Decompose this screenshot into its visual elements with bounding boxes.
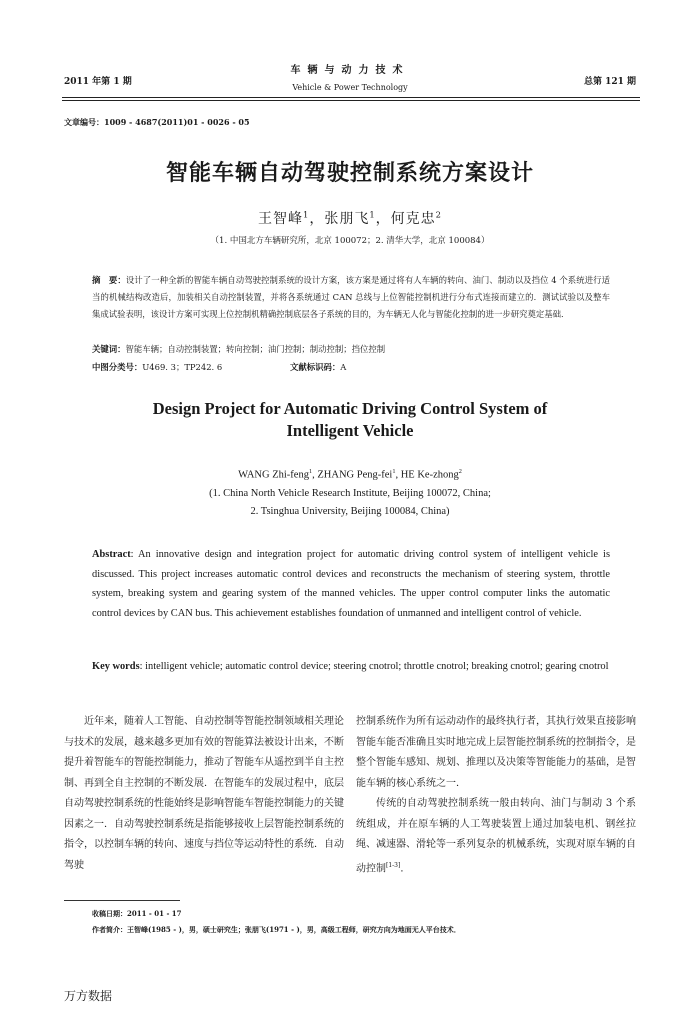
- received-date: 收稿日期：2011 - 01 - 17: [92, 909, 182, 918]
- abstract-en-text: : An innovative design and integration project for automatic driving control system of intelligent vehicle is discussed. This project increases automatic control devices and reconstructs the mechanism of steering system, throttle system, breaking system and gearing system of the manned vehicles. The upper control computer links the automatic control devices by CAN bus. This achievement establishes foundation of unmanned and intelligent control of vehicle.: [92, 549, 610, 619]
- body-paragraph-2-text: 传统的自动驾驶控制系统一般由转向、油门与制动 3 个系统组成，并在原车辆的人工驾驶装置上通过加装电机、钢丝拉绳、减速器、滑轮等一系列复杂的机械系统，实现对原车辆的自动控制: [356, 798, 636, 874]
- clc-number: [92, 361, 222, 373]
- document-code: [290, 361, 346, 373]
- doc-code-label: 文献标识码：: [290, 362, 341, 372]
- watermark: 万方数据: [64, 989, 113, 1003]
- header-rule-top: [62, 97, 640, 98]
- abstract-cn-label: 摘 要：: [92, 275, 126, 285]
- author-sep-1: ，: [309, 211, 325, 227]
- author-en-sep-2: ,: [395, 469, 401, 481]
- body-paragraph-2-end: ．: [400, 862, 411, 874]
- author-en-sup-2: 1: [392, 468, 396, 475]
- journal-name-cn: 车辆与动力技术: [290, 65, 410, 76]
- author-en-2: ZHANG Peng-fei: [317, 469, 393, 481]
- author-sup-2: 1: [369, 209, 376, 220]
- header-rule-bottom: [62, 100, 640, 101]
- clc-label: 中图分类号：: [92, 362, 143, 372]
- keywords-en-label: Key words: [92, 661, 140, 672]
- authors-en: [0, 468, 700, 481]
- author-sup-1: 1: [302, 209, 310, 220]
- author-bio: 作者简介：王智峰(1985 - )，男，硕士研究生；张朋飞(1971 - )，男，高级工程师，研究方向为地面无人平台技术．: [92, 925, 461, 934]
- keywords-en-text: : intelligent vehicle; automatic control device; steering cnotrol; throttle cnotrol; breaking cnotrol; gearing cnotrol: [139, 661, 609, 672]
- abstract-cn-text: 设计了一种全新的智能车辆自动驾驶控制系统的设计方案，该方案是通过将有人车辆的转向、油门、制动以及挡位 4 个系统进行适当的机械结构改造后，加装相关自动控制装置，并将各系统通过 CAN 总线与上位智能控制机进行分布式连接而建立的．测试试验以及整车集成试验表明，该设计方案可实现上位控制机精确控制底层各子系统的目的，为车辆无人化与智能化控制的进一步研究奠定基础．: [92, 275, 611, 320]
- body-column-left: [64, 712, 344, 876]
- total-issue-number: 总第 121 期: [583, 77, 636, 87]
- keywords-cn: [92, 343, 385, 355]
- article-number: 文章编号：1009 - 4687(2011)01 - 0026 - 05: [64, 117, 250, 127]
- body-paragraph: 控制系统作为所有运动动作的最终执行者，其执行效果直接影响智能车能否准确且实时地完成上层智能控制系统的控制指令，是整个智能车感知、规划、推理以及决策等智能能力的基础，是智能车辆的核心系统之一．: [356, 716, 636, 789]
- body-paragraph: 近年来，随着人工智能、自动控制等智能控制领域相关理论与技术的发展，越来越多更加有效的智能算法被设计出来，不断提升着智能车的智能控制能力，推动了智能车从遥控到半自主控制、再到全自主控制的不断发展．在智能车的发展过程中，底层自动驾驶控制系统的性能始终是影响智能车智能控制能力的关键因素之一．自动驾驶控制系统是指能够接收上层智能控制系统的指令，以控制车辆的转向、速度与挡位等运动特性的系统．自动驾驶: [64, 716, 344, 871]
- author-cn-1: 王智峰: [257, 211, 303, 227]
- abstract-en: [92, 545, 610, 623]
- abstract-en-label: Abstract: [92, 549, 131, 560]
- keywords-cn-text: 智能车辆；自动控制装置；转向控制；油门控制；制动控制；挡位控制: [125, 344, 386, 354]
- footnote-rule: [64, 900, 180, 901]
- keywords-en: [92, 657, 610, 677]
- affiliation-en-1: (1. China North Vehicle Research Institute, Beijing 100072, China;: [209, 488, 491, 499]
- author-en-3: HE Ke-zhong: [400, 469, 459, 481]
- keywords-cn-label: 关键词：: [92, 344, 126, 354]
- author-cn-2: 张朋飞: [324, 211, 370, 227]
- affiliation-cn: （1. 中国北方车辆研究所，北京 100072；2. 清华大学，北京 100084）: [210, 236, 490, 246]
- author-sup-3: 2: [435, 209, 443, 220]
- body-paragraph-2: [356, 794, 636, 879]
- author-en-1: WANG Zhi-feng: [238, 469, 309, 481]
- author-en-sep-1: ,: [312, 469, 318, 481]
- abstract-cn: [92, 272, 610, 324]
- doc-code-value: A: [340, 362, 347, 372]
- journal-name-en: Vehicle & Power Technology: [292, 83, 408, 92]
- clc-value: U469. 3；TP242. 6: [142, 362, 223, 372]
- authors-cn: [0, 208, 700, 228]
- citation-ref[interactable]: [1-3]: [386, 861, 401, 869]
- author-en-sup-1: 1: [308, 468, 313, 475]
- author-sep-2: ，: [375, 211, 391, 227]
- body-column-right: [356, 712, 636, 879]
- affiliation-en-2: 2. Tsinghua University, Beijing 100084, China): [250, 506, 450, 517]
- author-cn-3: 何克忠: [390, 211, 436, 227]
- title-cn: 智能车辆自动驾驶控制系统方案设计: [165, 161, 534, 186]
- issue-number: 2011 年第 1 期: [64, 77, 132, 87]
- title-en: Design Project for Automatic Driving Control System of Intelligent Vehicle: [152, 399, 548, 440]
- author-en-sup-3: 2: [458, 468, 462, 475]
